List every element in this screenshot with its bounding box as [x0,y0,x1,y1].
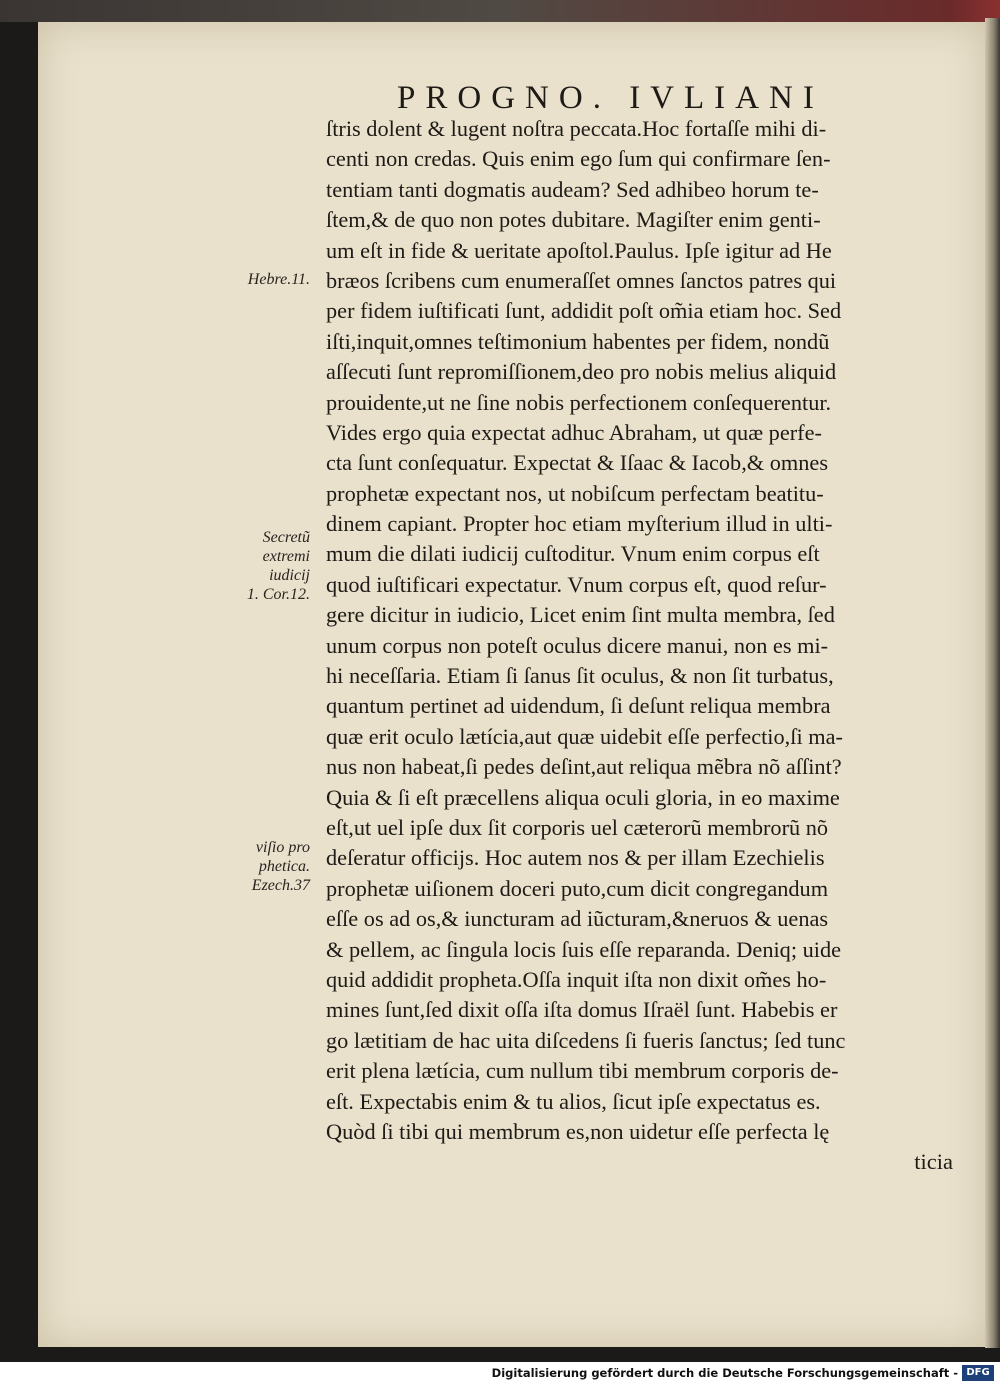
funding-credit: Digitalisierung gefördert durch die Deutsche Forschungsgemeinschaft - [491,1366,958,1380]
text-line: prouidente,ut ne ſine nobis perfectionem conſequerentur. [326,389,832,415]
text-line: dinem capiant. Propter hoc etiam myſterium illud in ulti- [326,511,833,537]
page-edge-shadow [985,18,1000,1348]
text-line: eſſe os ad os,& iuncturam ad iũcturam,&neruos & uenas [326,906,829,932]
margin-note-line: Ezech.37 [251,877,310,894]
text-line: per fidem iuſtificati ſunt, addidit poſt om̃ia etiam hoc. Sed [326,298,842,324]
catchword: ticia [914,1149,953,1175]
dfg-logo: DFG [962,1365,994,1381]
text-line: quid addidit propheta.Oſſa inquit iſta non dixit om̃es ho- [326,966,827,992]
body-text [326,114,961,1178]
text-line: quæ erit oculo lætícia,aut quæ uidebit eſſe perfectio,ſi ma- [326,723,843,749]
margin-note-line: viſio pro [255,839,310,856]
margin-note-line: Secretũ [262,529,310,546]
text-line: Quia & ſi eſt præcellens aliqua oculi gloria, in eo maxime [326,784,840,810]
text-line: & pellem, ac ſingula locis ſuis eſſe reparanda. Deniq; uide [326,936,842,962]
text-line: mum die dilati iudicij cuſtoditur. Vnum enim corpus eſt [326,541,820,567]
text-line: unum corpus non poteſt oculus dicere manui, non es mi- [326,632,829,658]
text-line: Vides ergo quia expectat adhuc Abraham, ut quæ perfe- [326,419,822,445]
margin-note-line: extremi [262,548,310,565]
text-line: gere dicitur in iudicio, Licet enim ſint multa membra, ſed [326,602,835,628]
text-line: deſeratur officijs. Hoc autem nos & per illam Ezechielis [326,845,825,871]
text-line: eſt,ut uel ipſe dux ſit corporis uel cæterorũ membrorũ nõ [326,814,829,840]
text-line: cta ſunt conſequatur. Expectat & Iſaac & Iacob,& omnes [326,450,829,476]
text-line: iſti,inquit,omnes teſtimonium habentes per fidem, nondũ [326,328,830,354]
text-line: nus non habeat,ſi pedes deſint,aut reliqua mẽbra nõ aſſint? [326,754,842,780]
text-line: hi neceſſaria. Etiam ſi ſanus ſit oculus, & non ſit turbatus, [326,663,834,689]
text-line: um eſt in fide & ueritate apoſtol.Paulus. Ipſe igitur ad He [326,237,832,263]
running-head: PROGNO. IVLIANI [397,80,824,116]
text-line: go lætitiam de hac uita diſcedens ſi fueris ſanctus; ſed tunc [326,1027,846,1053]
margin-note-line: 1. Cor.12. [246,586,310,603]
margin-note-line: Hebre.11. [247,271,310,288]
margin-note-secret-judgment [200,528,310,604]
margin-note-hebrews [200,270,310,289]
text-line: quantum pertinet ad uidendum, ſi deſunt reliqua membra [326,693,831,719]
digitization-footer [0,1362,1000,1385]
text-line: centi non credas. Quis enim ego ſum qui confirmare ſen- [326,146,831,172]
text-line: aſſecuti ſunt repromiſſionem,deo pro nobis melius aliquid [326,359,837,385]
text-line: Quòd ſi tibi qui membrum es,non uidetur eſſe perfecta lę [326,1118,830,1144]
margin-note-line: iudicij [269,567,310,584]
text-line: bræos ſcribens cum enumeraſſet omnes ſanctos patres qui [326,267,837,293]
margin-note-line: phetica. [258,858,310,875]
text-line: tentiam tanti dogmatis audeam? Sed adhibeo horum te- [326,176,819,202]
margin-note-prophetic-vision [200,838,310,895]
text-line: ſtem,& de quo non potes dubitare. Magiſter enim genti- [326,207,821,233]
text-line: eſt. Expectabis enim & tu alios, ſicut ipſe expectatus es. [326,1088,821,1114]
text-line: quod iuſtificari expectatur. Vnum corpus eſt, quod reſur- [326,571,827,597]
text-line: prophetæ uiſionem doceri puto,cum dicit congregandum [326,875,829,901]
text-line: ſtris dolent & lugent noſtra peccata.Hoc fortaſſe mihi di- [326,116,827,141]
text-line: mines ſunt,ſed dixit oſſa iſta domus Iſraël ſunt. Habebis er [326,997,838,1023]
text-line: erit plena lætícia, cum nullum tibi membrum corporis de- [326,1058,839,1084]
scan-top-edge [0,0,1000,22]
text-line: prophetæ expectant nos, ut nobiſcum perfectam beatitu- [326,480,824,506]
